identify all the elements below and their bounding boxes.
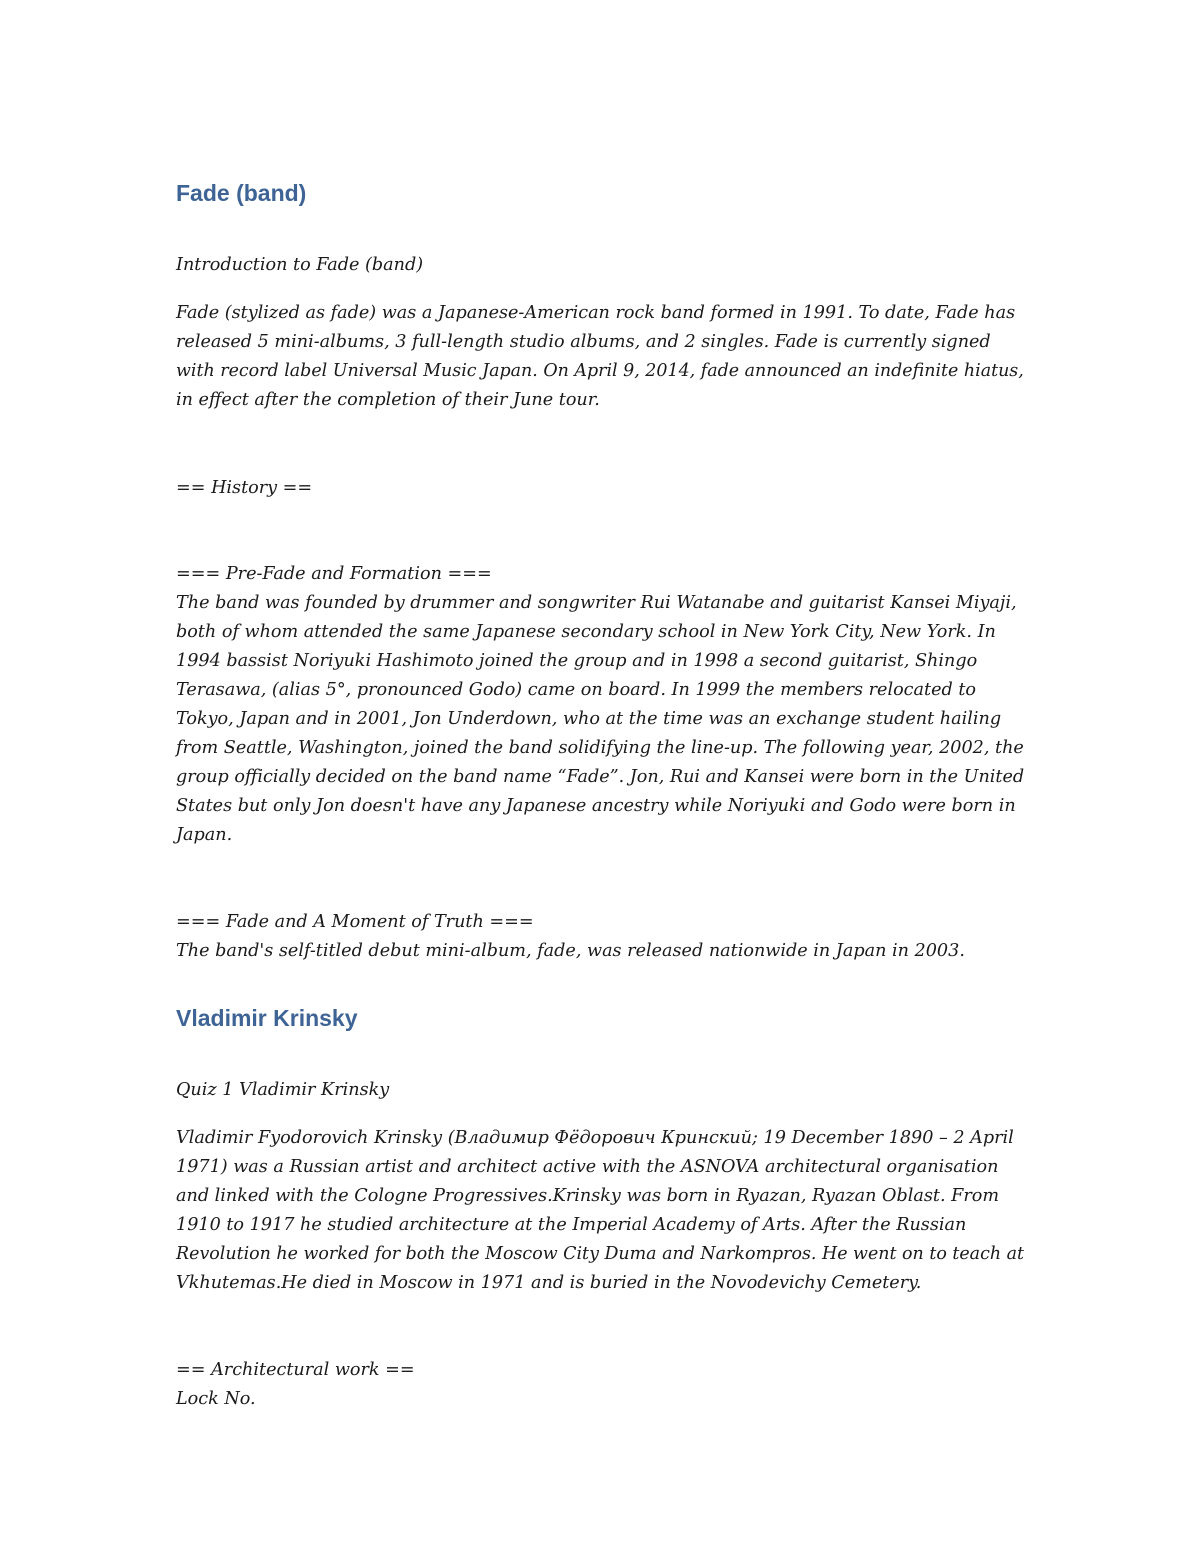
paragraph-line: Tokyo, Japan and in 2001, Jon Underdown, who at the time was an exchange student hailing	[176, 709, 1002, 729]
paragraph-line: Lock No.	[176, 1389, 256, 1409]
paragraph-line: 1994 bassist Noriyuki Hashimoto joined the group and in 1998 a second guitarist, Shingo	[176, 651, 978, 671]
paragraph-line: both of whom attended the same Japanese secondary school in New York City, New York. In	[176, 622, 996, 642]
paragraph-line: Vkhutemas.He died in Moscow in 1971 and is buried in the Novodevichy Cemetery.	[176, 1273, 922, 1293]
paragraph-line: 1971) was a Russian artist and architect active with the ASNOVA architectural organisation	[176, 1157, 999, 1177]
paragraph-line: Terasawa, (alias 5°, pronounced Godo) came on board. In 1999 the members relocated to	[176, 680, 977, 700]
paragraph-line: in effect after the completion of their June tour.	[176, 390, 600, 410]
architectural-work-heading: == Architectural work ==	[176, 1360, 415, 1380]
section-title-fade-band: Fade (band)	[176, 180, 307, 206]
paragraph-line: and linked with the Cologne Progressives.Krinsky was born in Ryazan, Ryazan Oblast. From	[176, 1186, 1000, 1206]
paragraph-line: Vladimir Fyodorovich Krinsky (Владимир Фёдорович Кринский; 19 December 1890 – 2 April	[176, 1128, 1014, 1148]
intro-label: Quiz 1 Vladimir Krinsky	[176, 1080, 390, 1100]
paragraph-line: released 5 mini-albums, 3 full-length studio albums, and 2 singles. Fade is currently signed	[176, 332, 991, 352]
subsection-heading: === Fade and A Moment of Truth ===	[176, 912, 534, 932]
section-title-vladimir-krinsky: Vladimir Krinsky	[176, 1005, 358, 1031]
subsection-heading: === Pre-Fade and Formation ===	[176, 564, 492, 584]
paragraph-line: group officially decided on the band name “Fade”. Jon, Rui and Kansei were born in the United	[176, 767, 1025, 787]
paragraph-line: The band's self-titled debut mini-album, fade, was released nationwide in Japan in 2003.	[176, 941, 965, 961]
history-heading: == History ==	[176, 478, 313, 498]
paragraph-line: from Seattle, Washington, joined the band solidifying the line-up. The following year, 2002, the	[176, 738, 1024, 758]
intro-label: Introduction to Fade (band)	[176, 255, 424, 275]
paragraph-line: with record label Universal Music Japan. On April 9, 2014, fade announced an indefinite hiatus,	[176, 361, 1024, 381]
paragraph-line: Fade (stylized as fade) was a Japanese-American rock band formed in 1991. To date, Fade has	[176, 303, 1016, 323]
paragraph-line: Japan.	[176, 825, 233, 845]
paragraph-line: Revolution he worked for both the Moscow City Duma and Narkompros. He went on to teach at	[176, 1244, 1024, 1264]
paragraph-line: The band was founded by drummer and songwriter Rui Watanabe and guitarist Kansei Miyaji,	[176, 593, 1017, 613]
paragraph-line: 1910 to 1917 he studied architecture at the Imperial Academy of Arts. After the Russian	[176, 1215, 967, 1235]
paragraph-line: States but only Jon doesn't have any Japanese ancestry while Noriyuki and Godo were born in	[176, 796, 1016, 816]
